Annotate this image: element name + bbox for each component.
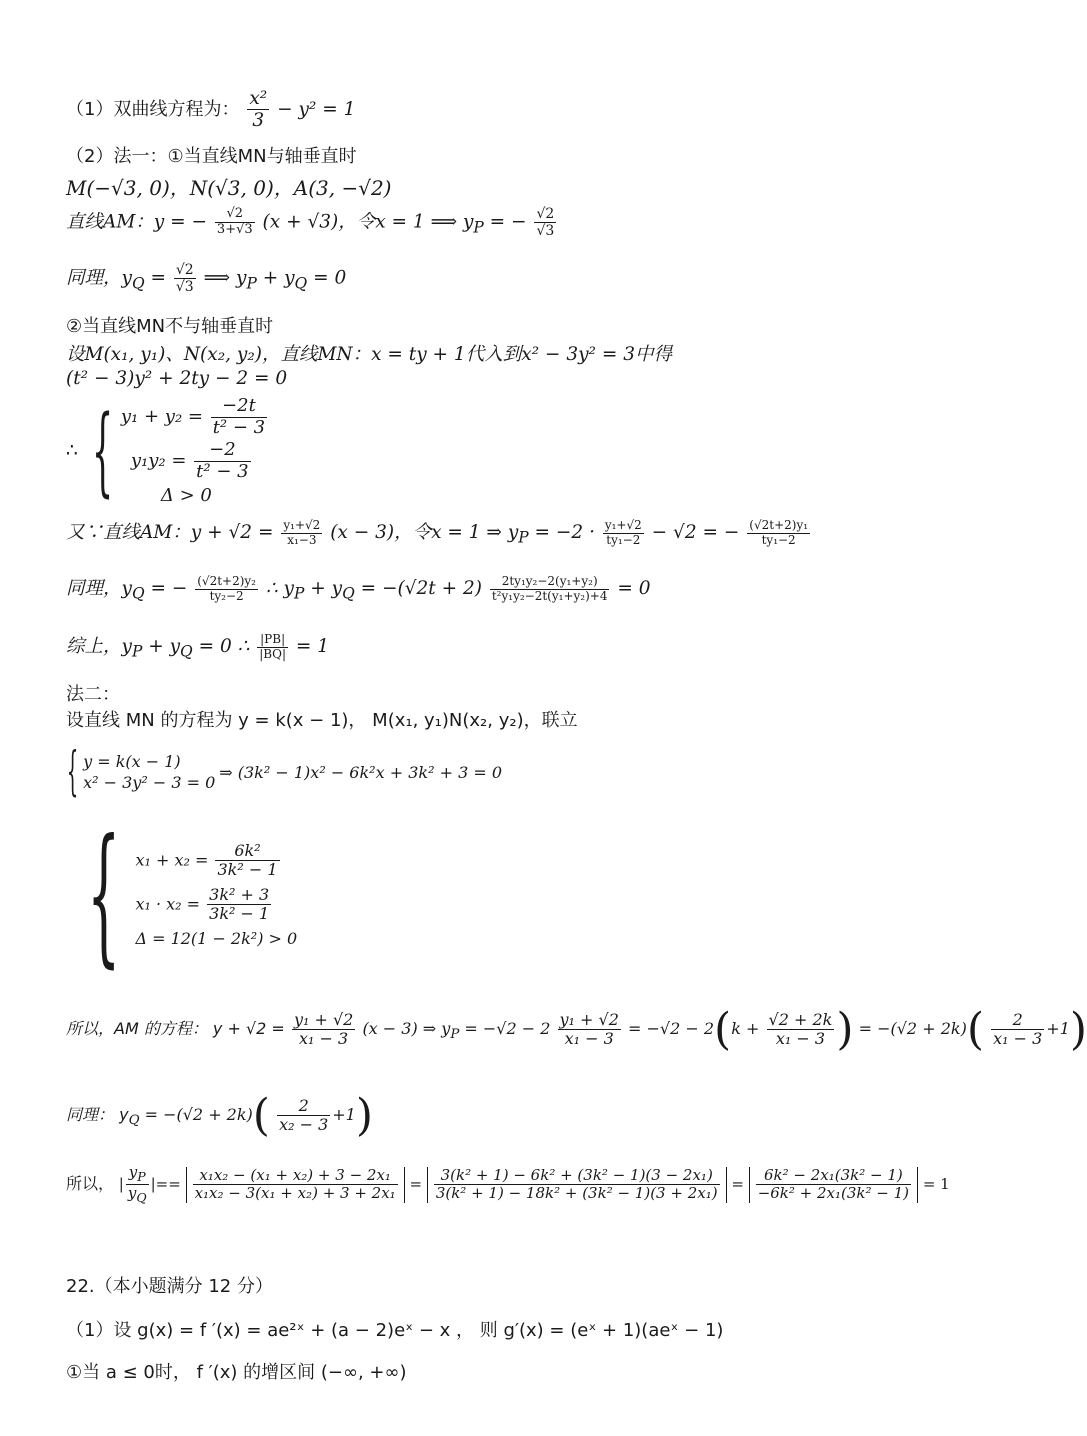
part1-label: （1）双曲线方程为： (66, 98, 240, 120)
text: = − (483, 211, 527, 233)
text: + y (142, 636, 181, 657)
left-brace: { (66, 742, 79, 802)
subscript: Q (342, 584, 355, 603)
part1-hyperbola-line (66, 88, 355, 132)
system-row: x₁ + x₂ = $\frac{\text{6k²}}{\text{3k² − 1}}$ (135, 840, 278, 880)
subscript: Q (128, 1113, 140, 1129)
text: 直线AM：y = − (66, 211, 208, 233)
system-row: y₁y₂ = $\frac{-2}{\text{t² − 3}}$ (130, 439, 249, 483)
am-equation-method2: 所以，AM 的方程： y + √2 = $\frac{\text{y₁ + √2}}{\text{x₁ − 3}}$ (x − 3) ⇒ $y_P = -√2 - 2$ $\frac{\text{y₁ + √2}}{\text{x₁ − 3}}$ = −√2 − 2(k + $\frac{√2 + 2k}{\text{x₁ − 3}}$ ) = −(√2 + 2k)( $\frac{2}{\text{x₁ − 3}}$ +1) (66, 1004, 1087, 1055)
text: = −(√2 + 2k) (139, 1105, 253, 1124)
vieta-system-1 (66, 396, 269, 506)
equation-text: − y² = 1 (277, 98, 356, 120)
text: = 0 (307, 267, 347, 289)
fraction: $\frac{\text{y₁ + √2}}{\text{x₁ − 3}}$ (559, 1009, 619, 1048)
text: 又∵直线AM：y + √2 = (66, 522, 274, 543)
subscript: P (518, 528, 529, 547)
text: = −(√2 + 2k) (858, 1019, 967, 1038)
fraction: $\frac{y_P}{y_Q}$ (127, 1163, 147, 1206)
text: ∴ y (265, 578, 294, 599)
text: = −2 · (528, 522, 595, 543)
method2-heading: 法二： (66, 684, 120, 705)
system-rows (83, 752, 215, 792)
fraction: $\frac{\text{y₁+√2}}{\text{ty₁−2}}$ (604, 517, 642, 547)
abs-value: $\frac{\text{x₁x₂ − (x₁ + x₂) + 3 − 2x₁}}{\text{x₁x₂ − 3(x₁ + x₂) + 3 + 2x₁}}$ (186, 1167, 405, 1203)
left-brace: { (87, 808, 121, 982)
case2-heading: ②当直线MN不与轴垂直时 (66, 316, 274, 337)
problem22-heading: 22.（本小题满分 12 分） (66, 1276, 273, 1297)
text: (x − 3) ⇒ y (362, 1019, 451, 1038)
text: + y (304, 578, 343, 599)
system-row: Δ > 0 (160, 484, 212, 506)
system-rows (135, 842, 297, 949)
subscript: P (294, 584, 305, 603)
text: +1 (1046, 1019, 1070, 1038)
text: 综上，y (66, 636, 132, 657)
ratio-line: 所以， | $\frac{y_P}{y_Q}$ |== $\frac{\text{x₁x₂ − (x₁ + x₂) + 3 − 2x₁}}{\text{x₁x₂ − 3(x₁ + x₂) + 3 + 2x₁}}$ = $\frac{\text{3(k² + 1) − 6k² + (3k² − 1)(3 − 2x₁)}}{\text{3(k² + 1) − 18k² + (3k² − 1)(3 + 2x₁)}}$ = $\frac{\text{6k² − 2x₁(3k² − 1)}}{\text{−6k² + 2x₁(3k² − 1)}}$ = 1 (66, 1163, 950, 1206)
method1-heading: （2）法一：①当直线MN与轴垂直时 (66, 146, 357, 167)
system-row: y₁ + y₂ = $\frac{-2t}{\text{t² − 3}}$ (120, 395, 266, 438)
subscript: Q (180, 642, 193, 661)
substitution-system (66, 742, 502, 802)
points-line: M(−√3, 0)，N(√3, 0)，A(3, −√2) (66, 176, 392, 200)
setup-line: 设M(x₁, y₁)、N(x₂, y₂)，直线MN：x = ty + 1代入到x² − 3y² = 3中得 (66, 344, 672, 365)
subscript: P (246, 274, 257, 293)
subscript: Q (131, 584, 145, 603)
line-am-eq (66, 206, 558, 239)
text: = −√2 − 2 (628, 1019, 715, 1038)
fraction: $\frac{\text{y₁ + √2}}{\text{x₁ − 3}}$ (293, 1009, 354, 1048)
text: (x − 3)，令x = 1 ⇒ y (330, 522, 519, 543)
text: = 0 (617, 578, 651, 599)
summary-line (66, 632, 329, 661)
subscript: P (473, 218, 484, 237)
text: 同理，y (66, 578, 132, 599)
line-am-general (66, 518, 812, 547)
left-brace: { (91, 394, 114, 507)
fraction: $\frac{\text{(√2t+2)y₂}}{\text{ty₂−2}}$ (197, 573, 256, 603)
text: = 0 ∴ (192, 636, 250, 657)
text: = (144, 267, 166, 289)
abs-value: $\frac{\text{6k² − 2x₁(3k² − 1)}}{\text{−6k² + 2x₁(3k² − 1)}}$ (749, 1167, 918, 1203)
text: 同理，y (66, 267, 132, 289)
text: 同理： y (66, 1105, 129, 1124)
text: 所以， (66, 1173, 115, 1193)
therefore-symbol: ∴ (66, 440, 78, 462)
text: + y (256, 267, 295, 289)
same-yq-line (66, 262, 346, 295)
fraction: $\frac{\text{x²}}{3}$ (249, 88, 268, 132)
fraction: $\frac{|PB|}{|BQ|}$ (259, 631, 287, 661)
vieta-system-2 (66, 808, 298, 982)
fraction: $\frac{2}{\text{x₁ − 3}}$ (993, 1009, 1043, 1048)
text: k + (731, 1019, 760, 1038)
fraction: $\frac{\text{y₁+√2}}{\text{x₁−3}}$ (283, 517, 321, 547)
result-text: ⇒ (3k² − 1)x² − 6k²x + 3k² + 3 = 0 (219, 762, 502, 782)
text: = 1 (922, 1174, 950, 1193)
fraction: $\frac{\text{2ty₁y₂−2(y₁+y₂)}}{\text{t²y₁y₂−2t(y₁+y₂)+4}}$ (491, 573, 608, 603)
system-row: x² − 3y² − 3 = 0 (83, 773, 216, 792)
text: = −(√2t + 2) (354, 578, 482, 599)
subscript: P (450, 1027, 460, 1043)
fraction: $\frac{√2}{3+√3}$ (216, 206, 253, 238)
subscript: P (131, 642, 143, 661)
text: = − (144, 578, 188, 599)
text: |== (150, 1174, 181, 1193)
fraction: $\frac{√2 + 2k}{\text{x₁ − 3}}$ (768, 1009, 833, 1048)
text: (x + √3)，令x = 1 ⟹ y (262, 211, 474, 233)
problem22-part1: （1）设 g(x) = f ′(x) = ae²ˣ + (a − 2)eˣ − x ， 则 g′(x) = (eˣ + 1)(aeˣ − 1) (66, 1320, 724, 1341)
problem22-case1: ①当 a ≤ 0时， f ′(x) 的增区间 (−∞, +∞) (66, 1362, 407, 1383)
system-row: x₁ · x₂ = $\frac{\text{3k² + 3}}{\text{3k² − 1}}$ (135, 884, 270, 923)
same-yq-general (66, 574, 651, 603)
system-row: y = k(x − 1) (83, 752, 181, 771)
subscript: Q (294, 274, 308, 293)
fraction: $\frac{\text{(√2t+2)y₁}}{\text{ty₁−2}}$ (749, 517, 809, 547)
quadratic-line: (t² − 3)y² + 2ty − 2 = 0 (66, 368, 288, 389)
text: = 1 (295, 636, 330, 657)
system-row: Δ = 12(1 − 2k²) > 0 (135, 929, 298, 949)
subscript: Q (131, 274, 145, 293)
fraction: $\frac{√2}{√3}$ (536, 206, 555, 240)
system-rows (121, 396, 269, 506)
text: − √2 = − (651, 522, 740, 543)
method2-setup: 设直线 MN 的方程为 y = k(x − 1)， M(x₁, y₁)N(x₂, y₂)，联立 (66, 710, 578, 731)
abs-value: $\frac{\text{3(k² + 1) − 6k² + (3k² − 1)(3 − 2x₁)}}{\text{3(k² + 1) − 18k² + (3k² − 1)(3 + 2x₁)}}$ (427, 1167, 727, 1203)
fraction: $\frac{√2}{√3}$ (175, 262, 194, 296)
text: = −√2 − 2 (459, 1019, 551, 1038)
text: ⟹ y (203, 267, 247, 289)
fraction: $\frac{2}{\text{x₂ − 3}}$ (279, 1095, 329, 1134)
text: 所以，AM 的方程： y + √2 = (66, 1019, 285, 1038)
yq-method2: 同理： $y_Q = -(√2 + 2k)$( $\frac{2}{\text{x₂ − 3}}$ +1) (66, 1090, 374, 1141)
text: +1 (332, 1105, 356, 1124)
